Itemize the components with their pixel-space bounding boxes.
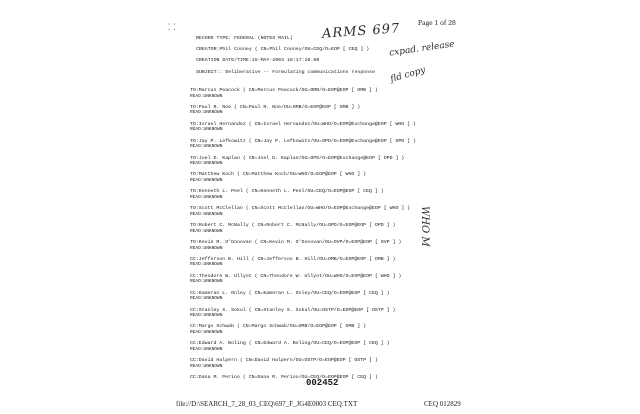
recipient-line: CC:Jefferson B. Hill ( CN=Jefferson B. Hill/OU=OMB/O=EOP@EOP [ OMB ] ) [190, 256, 396, 262]
recipient-read-status: READ:UNKNOWN [190, 144, 223, 150]
recipient-entry [190, 189, 450, 206]
handwritten-note-middle: fld copy [389, 65, 427, 85]
recipient-entry [190, 156, 450, 173]
recipient-read-status: READ:UNKNOWN [190, 211, 223, 217]
recipient-line: TO:Israel Hernandez ( CN=Israel Hernandez/OU=WHO/O=EOP@Exchange@EOP [ WHO ] ) [190, 121, 416, 127]
recipient-line: TO:Scott McClellan ( CN=Scott McClellan/OU=WHO/O=EOP@Exchange@EOP [ WHO ] ) [190, 206, 411, 212]
recipient-line: CC:Theodore W. Ullyot ( CN=Theodore W. Ullyot/OU=WHO/O=EOP@EOP [ WHO ] ) [190, 273, 402, 279]
recipient-read-status: READ:UNKNOWN [190, 262, 223, 268]
recipient-list [190, 88, 450, 392]
footer-ceq-number: CEQ 012829 [424, 400, 461, 408]
recipient-entry [190, 308, 450, 325]
recipient-read-status: READ:UNKNOWN [190, 279, 223, 285]
recipient-line: TO:Jay P. Lefkowitz ( CN=Jay P. Lefkowitz/OU=OPD/O=EOP@Exchange@EOP [ OPD ] ) [190, 138, 416, 144]
page-number: Page 1 of 28 [418, 18, 456, 27]
bates-stamp: 002452 [306, 378, 339, 388]
recipient-read-status: READ:UNKNOWN [190, 110, 223, 116]
recipient-entry [190, 105, 450, 122]
recipient-entry [190, 257, 450, 274]
subject-line: SUBJECT:: Deliberative -- Formulating communications response [196, 70, 376, 75]
recipient-read-status: READ:UNKNOWN [190, 245, 223, 251]
recipient-line: TO:Robert C. McNally ( CN=Robert C. McNally/OU=OPD/O=EOP@EOP [ OPD ] ) [190, 223, 396, 229]
recipient-line: TO:Kenneth L. Peel ( CN=Kenneth L. Peel/OU=CEQ/O=EOP@EOP [ CEQ ] ) [190, 189, 384, 195]
recipient-read-status: READ:UNKNOWN [190, 363, 223, 369]
recipient-entry [190, 223, 450, 240]
handwritten-note-top: cxpad. release [388, 39, 456, 59]
recipient-entry [190, 324, 450, 341]
creator-line: CREATOR:Phil Cooney ( CN=Phil Cooney/OU=CEQ/O=EOP [ CEQ ] ) [196, 47, 370, 52]
recipient-entry [190, 291, 450, 308]
recipient-entry [190, 172, 450, 189]
recipient-line: CC:Stanley S. Sokul ( CN=Stanley S. Sokul/OU=OSTP/O=EOP@EOP [ OSTP ] ) [190, 307, 396, 313]
recipient-entry [190, 358, 450, 375]
recipient-read-status: READ:UNKNOWN [190, 127, 223, 133]
recipient-entry [190, 122, 450, 139]
recipient-line: TO:Paul R. Noe ( CN=Paul R. Noe/OU=OMB/O=EOP@EOP [ OMB ] ) [190, 104, 361, 110]
recipient-line: TO:Joel D. Kaplan ( CN=Joel D. Kaplan/OU=OPD/O=EOP@Exchange@EOP [ OPD ] ) [190, 155, 405, 161]
recipient-read-status: READ:UNKNOWN [190, 228, 223, 234]
recipient-entry [190, 240, 450, 257]
recipient-read-status: READ:UNKNOWN [190, 177, 223, 183]
recipient-line: TO:Matthew Koch ( CN=Matthew Koch/OU=WHO/O=EOP@EOP [ WHO ] ) [190, 172, 367, 178]
recipient-line: CC:Dana M. Perino ( CN=Dana M. Perino/OU=CEQ/O=EOP@EOP [ CEQ ] ) [190, 375, 378, 381]
creation-date-line: CREATION DATE/TIME:15-MAY-2003 18:17:28.00 [196, 58, 320, 63]
record-type: RECORD TYPE: FEDERAL (NOTES MAIL) [196, 36, 293, 41]
recipient-line: CC:Margo Schwab ( CN=Margo Schwab/OU=OMB/O=EOP@EOP [ OMB ] ) [190, 324, 367, 330]
recipient-read-status: READ:UNKNOWN [190, 313, 223, 319]
recipient-entry [190, 341, 450, 358]
recipient-read-status: READ:UNKNOWN [190, 329, 223, 335]
recipient-read-status: READ:UNKNOWN [190, 194, 223, 200]
recipient-line: TO:Marcus Peacock ( CN=Marcus Peacock/OU=OMB/O=EOP@EOP [ OMB ] ) [190, 88, 378, 93]
recipient-read-status: READ:UNKNOWN [190, 161, 223, 167]
recipient-line: CC:Edward A. Boling ( CN=Edward A. Boling/OU=CEQ/O=EOP@EOP [ CEQ ] ) [190, 341, 390, 347]
recipient-entry [190, 206, 450, 223]
footer-file-path: file://D:\SEARCH_7_28_03_CEQ\697_F_JG4E0003 CEQ.TXT [176, 400, 358, 408]
recipient-line: CC:David Halpern ( CN=David Halpern/OU=OSTP/O=EOP@EOP [ OSTP ] ) [190, 358, 378, 364]
scan-speck-mark: ⸬ [168, 23, 176, 33]
recipient-read-status: READ:UNKNOWN [190, 93, 223, 99]
recipient-read-status: READ:UNKNOWN [190, 346, 223, 352]
recipient-entry [190, 139, 450, 156]
recipient-read-status: READ:UNKNOWN [190, 296, 223, 302]
handwritten-side-note: WHO M [419, 206, 430, 247]
recipient-line: TO:Kevin M. O'Donovan ( CN=Kevin M. O'Donovan/OU=OVP/O=EOP@EOP [ OVP ] ) [190, 240, 402, 246]
recipient-line: CC:Kameran L. Onley ( CN=Kameran L. Onley/OU=CEQ/O=EOP@EOP [ CEQ ] ) [190, 290, 390, 296]
recipient-entry [190, 274, 450, 291]
handwritten-arms-number: ARMS 697 [321, 21, 401, 42]
recipient-entry [190, 88, 450, 105]
